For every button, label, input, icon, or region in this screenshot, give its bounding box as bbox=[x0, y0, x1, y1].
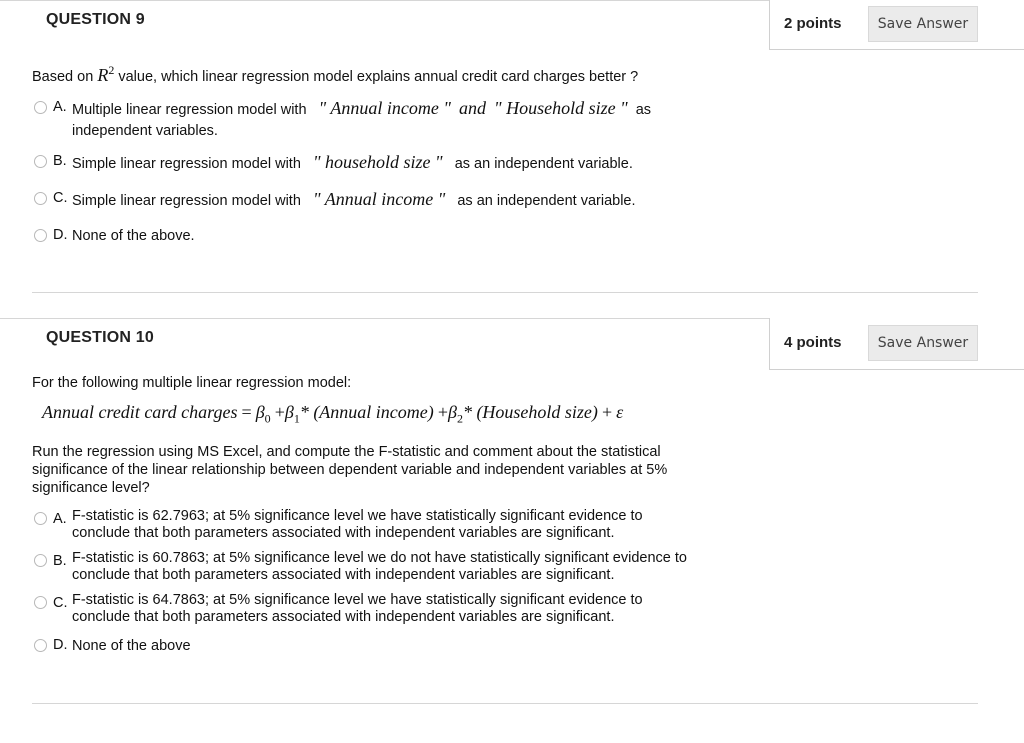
radio-button-b[interactable] bbox=[34, 155, 47, 168]
beta-0: $\beta_0$ bbox=[255, 402, 271, 426]
question-9-option-a[interactable] bbox=[34, 99, 754, 143]
option-letter: C. bbox=[53, 595, 68, 611]
plus-1: + bbox=[274, 402, 285, 422]
option-d-text: None of the above bbox=[72, 638, 191, 654]
option-letter: C. bbox=[53, 190, 68, 206]
option-a-text: F-statistic is 62.7963; at 5% significance level we have statistically significant evidence to conclude that both parameters associated with independent variables are significant. bbox=[72, 508, 643, 541]
option-c-text: F-statistic is 64.7863; at 5% significance level we have statistically significant evidence to conclude that both parameters associated with independent variables are significant. bbox=[72, 592, 643, 625]
equation-equals: = bbox=[241, 402, 252, 422]
annual-income-term: * (Annual income) bbox=[299, 402, 434, 422]
option-b-text: F-statistic is 60.7863; at 5% significance level we do not have statistically significant evidence to conclude that both parameters associated with independent variables are significant. bbox=[72, 550, 687, 583]
question-10-title: QUESTION 10 bbox=[46, 329, 155, 346]
question-9-save-answer-button[interactable]: Save Answer bbox=[868, 6, 978, 42]
math-household-size: " household size " bbox=[312, 152, 443, 172]
math-and: and bbox=[458, 98, 486, 118]
radio-button-b[interactable] bbox=[34, 554, 47, 567]
r-squared-symbol: $R^2$ bbox=[97, 63, 115, 85]
question-9-divider bbox=[32, 292, 978, 293]
equation-lhs: Annual credit card charges bbox=[42, 402, 238, 422]
question-9-option-c[interactable] bbox=[34, 190, 754, 212]
stem-text-after: value, which linear regression model explains annual credit card charges better ? bbox=[118, 69, 639, 85]
question-9-option-d[interactable] bbox=[34, 227, 754, 247]
epsilon: ε bbox=[616, 402, 624, 422]
option-letter: A. bbox=[53, 99, 67, 115]
question-10-prompt: Run the regression using MS Excel, and compute the F-statistic and comment about the statistical significance of the linear relationship between dependent variable and independent variables at 5% significance level? bbox=[32, 444, 668, 496]
beta-1: $\beta_1$ bbox=[284, 402, 300, 426]
household-size-term: * (Household size) bbox=[462, 402, 598, 422]
question-10-option-d[interactable] bbox=[34, 637, 754, 657]
question-9 bbox=[0, 0, 1024, 320]
option-letter: D. bbox=[53, 227, 68, 243]
question-10-intro: For the following multiple linear regression model: bbox=[32, 375, 352, 391]
option-letter: A. bbox=[53, 511, 67, 527]
option-letter: D. bbox=[53, 637, 68, 653]
question-9-stem bbox=[32, 63, 638, 86]
radio-button-c[interactable] bbox=[34, 596, 47, 609]
radio-button-a[interactable] bbox=[34, 512, 47, 525]
question-10-option-c[interactable] bbox=[34, 592, 754, 628]
radio-button-a[interactable] bbox=[34, 101, 47, 114]
question-10-points: 4 points bbox=[784, 334, 842, 351]
question-10-save-answer-button[interactable]: Save Answer bbox=[868, 325, 978, 361]
option-b-text: Simple linear regression model with " household size " as an independent variable. bbox=[72, 152, 633, 172]
option-a-text: Multiple linear regression model with " Annual income " and " Household size " as independent variables. bbox=[72, 98, 652, 139]
math-annual-income: " Annual income " bbox=[312, 189, 446, 209]
stem-text-before: Based on bbox=[32, 69, 94, 85]
option-c-text: Simple linear regression model with " Annual income " as an independent variable. bbox=[72, 189, 636, 209]
question-9-points: 2 points bbox=[784, 15, 842, 32]
radio-button-c[interactable] bbox=[34, 192, 47, 205]
option-letter: B. bbox=[53, 153, 67, 169]
plus-2: + bbox=[437, 402, 448, 422]
question-9-title: QUESTION 9 bbox=[46, 11, 145, 28]
regression-equation bbox=[42, 402, 623, 427]
beta-2: $\beta_2$ bbox=[447, 402, 463, 426]
math-annual-income: " Annual income " bbox=[318, 98, 451, 118]
option-letter: B. bbox=[53, 553, 67, 569]
question-10-option-a[interactable] bbox=[34, 508, 754, 544]
radio-button-d[interactable] bbox=[34, 639, 47, 652]
question-10 bbox=[0, 318, 1024, 743]
question-10-divider bbox=[32, 703, 978, 704]
question-9-option-b[interactable] bbox=[34, 153, 754, 175]
radio-button-d[interactable] bbox=[34, 229, 47, 242]
plus-3: + bbox=[601, 402, 613, 422]
option-a-text-line-2: independent variables. bbox=[72, 123, 218, 139]
math-household-size: " Household size " bbox=[494, 98, 628, 118]
option-d-text: None of the above. bbox=[72, 228, 195, 244]
question-10-option-b[interactable] bbox=[34, 550, 754, 586]
question-9-points-box bbox=[769, 0, 1024, 50]
question-10-points-box bbox=[769, 318, 1024, 370]
